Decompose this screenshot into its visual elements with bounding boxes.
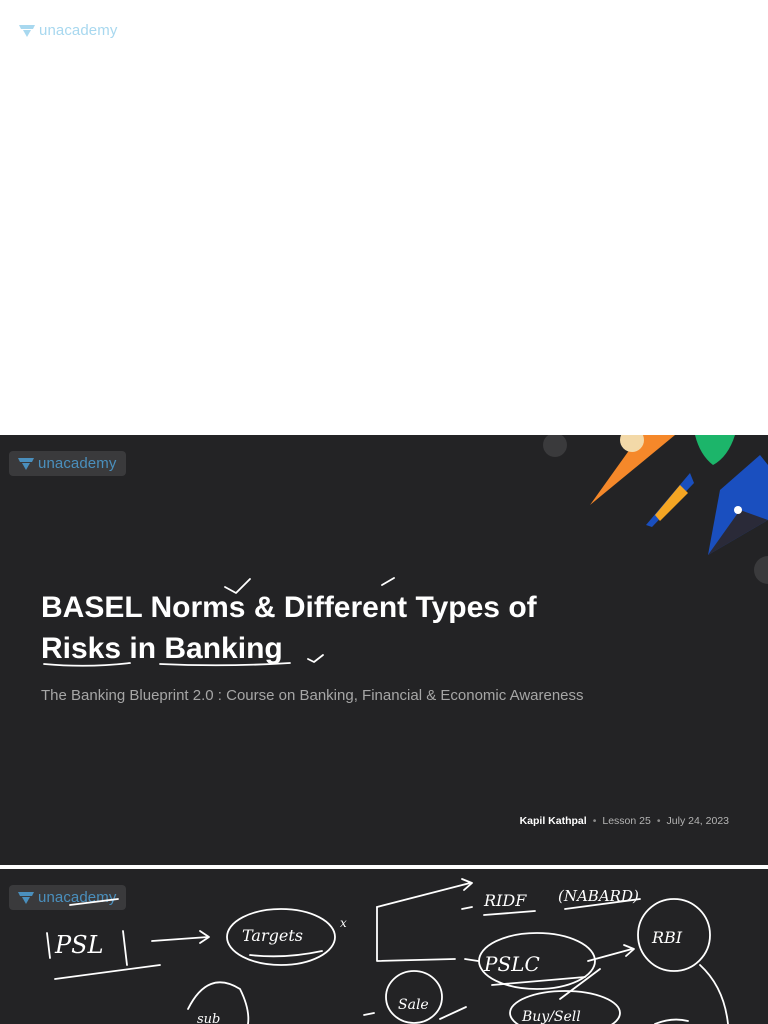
arrow-to-ridf-small [462, 907, 472, 909]
unacademy-logo-icon [18, 24, 36, 38]
handwritten-notes [0, 869, 768, 1024]
cover-slide [0, 435, 768, 865]
note-targets: Targets [242, 926, 303, 945]
lesson-number: Lesson 25 [602, 815, 651, 827]
ink-underline [160, 663, 290, 665]
ink-stroke [465, 959, 478, 961]
ink-tick [308, 655, 323, 662]
ink-tick [382, 578, 394, 585]
author-name: Kapil Kathpal [519, 815, 587, 827]
ink-tick [225, 579, 250, 593]
ink-stroke [655, 1020, 688, 1024]
ink-underline [55, 965, 160, 979]
note-partial: sub [197, 1012, 221, 1024]
bracket-line [377, 907, 455, 961]
note-nabard: (NABARD) [558, 887, 639, 905]
logo-text: unacademy [38, 889, 117, 906]
slide-title-line-1: BASEL Norms & Different Types of [41, 591, 537, 624]
ink-underline [250, 951, 322, 956]
lesson-date: July 24, 2023 [666, 815, 729, 827]
annotation-ink [0, 435, 768, 865]
ink-bracket [123, 931, 127, 965]
note-ridf: RIDF [484, 891, 527, 910]
unacademy-logo [18, 22, 117, 39]
ink-underline [44, 663, 130, 666]
note-sale: Sale [398, 997, 429, 1013]
meta-separator: • [592, 815, 597, 827]
note-buy-sell: Buy/Sell [522, 1009, 581, 1024]
ink-stroke [70, 899, 118, 905]
arrow-psl-targets [152, 937, 208, 941]
ink-stroke [364, 1013, 374, 1015]
lesson-meta [520, 815, 729, 827]
slide-subtitle: The Banking Blueprint 2.0 : Course on Banking, Financial & Economic Awareness [41, 687, 584, 704]
logo-text: unacademy [38, 455, 117, 472]
arrow-to-ridf [377, 883, 470, 907]
note-rbi: RBI [652, 928, 683, 947]
ink-stroke [440, 1007, 466, 1019]
ink-bracket [47, 933, 50, 958]
notes-slide [0, 869, 768, 1024]
note-pslc: PSLC [484, 952, 540, 976]
meta-separator: • [656, 815, 661, 827]
ink-underline [484, 911, 535, 915]
logo-text: unacademy [39, 22, 118, 39]
note-targets-mark: x [340, 916, 347, 930]
note-psl: PSL [55, 931, 104, 959]
ink-stroke [700, 965, 728, 1024]
slide-title-line-2: Risks in Banking [41, 632, 283, 665]
blank-slide [0, 0, 768, 433]
